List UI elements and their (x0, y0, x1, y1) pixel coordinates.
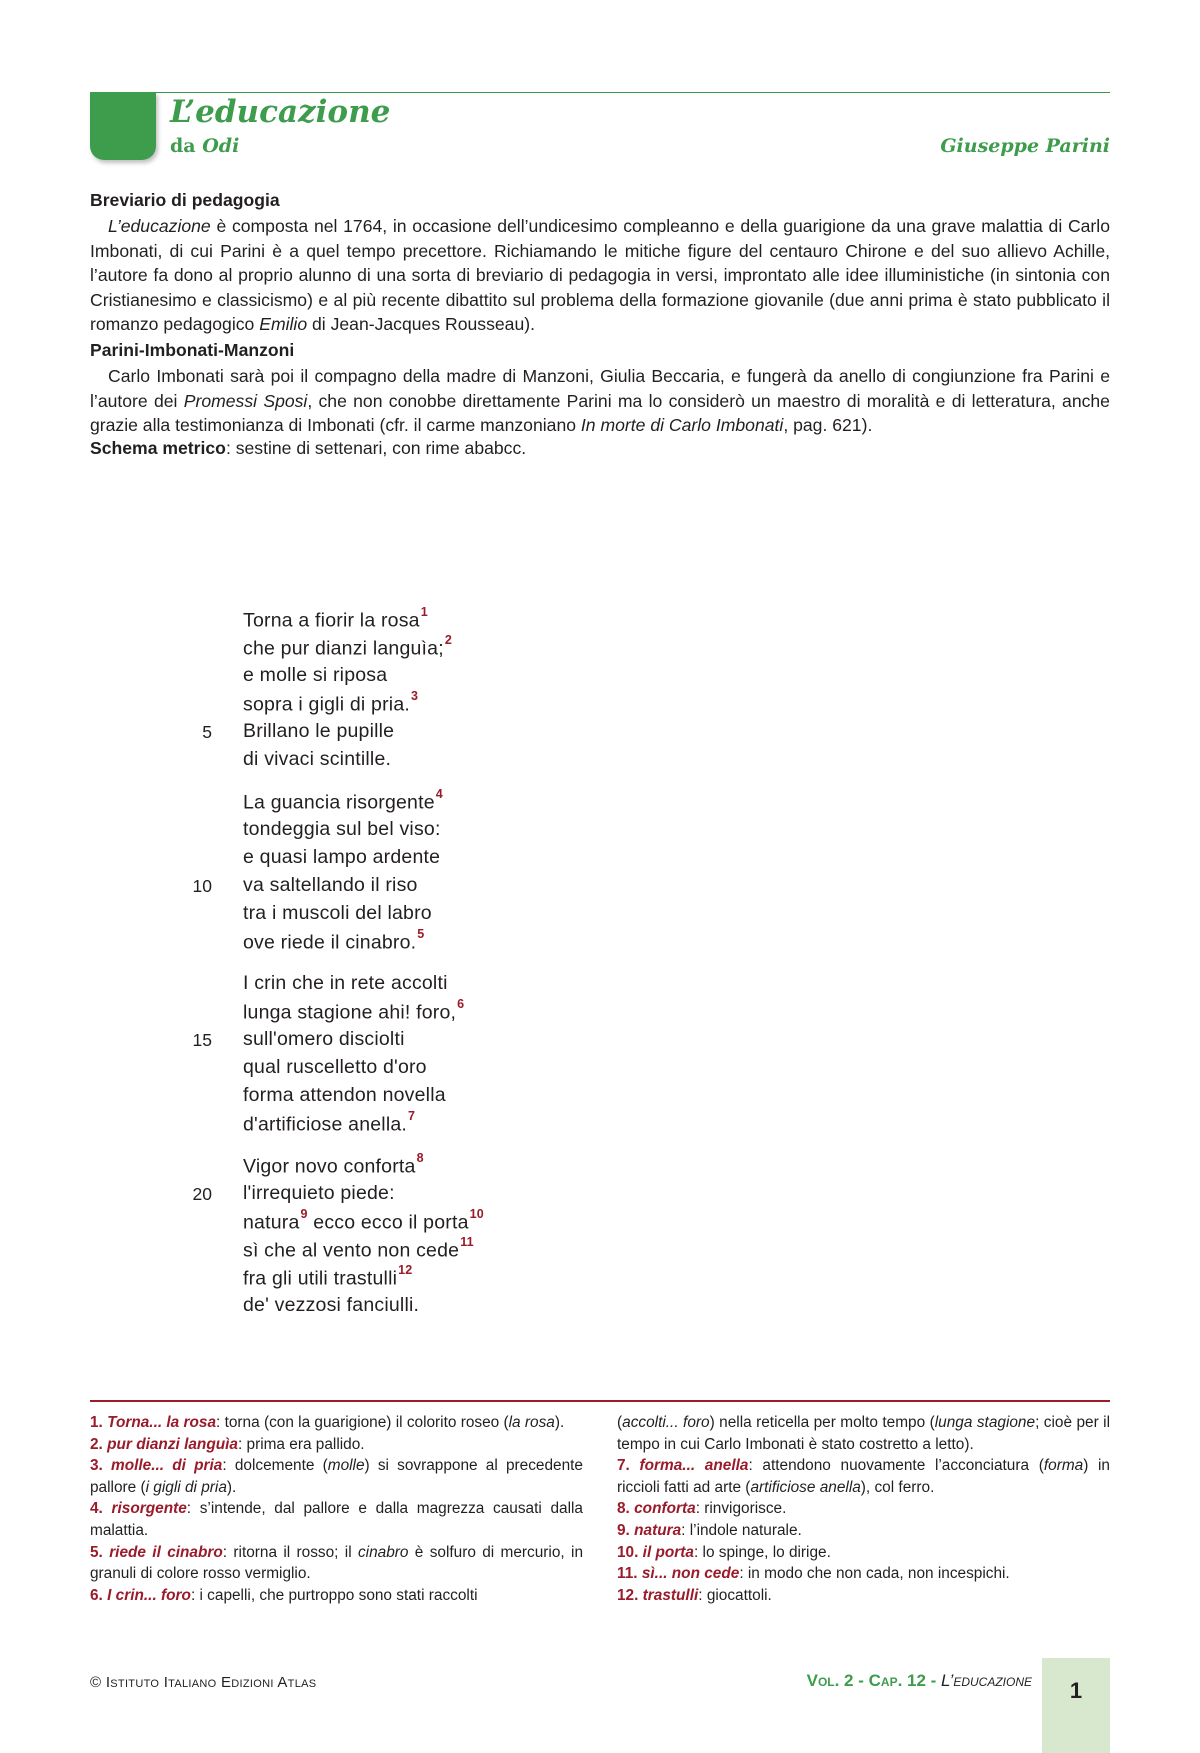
text-run: ( (617, 1414, 623, 1431)
poem-line-text: fra gli utili trastulli (243, 1267, 398, 1290)
poem-line (243, 1056, 427, 1079)
poem-line (243, 748, 391, 771)
footnote (90, 1498, 583, 1541)
italic-text: forma (1043, 1457, 1084, 1475)
italic-text: Emilio (259, 314, 308, 334)
text-run: ) si sovrappone al precedente pallore ( (90, 1457, 583, 1496)
footnote-number: 4. (90, 1500, 112, 1518)
poem-line-text: sopra i gigli di pria. (243, 693, 410, 716)
italic-text: lunga stagione (934, 1414, 1036, 1431)
footnote-lemma: Torna... la rosa (107, 1414, 217, 1431)
text-run: è composta nel 1764, in occasione dell’undicesimo compleanno e della guarigione da una grave malattia di Carlo Imbonati, di cui Parini è a quel tempo precettore. Richiamando le mitiche figure del centauro Chirone e del suo allievo Achille, l’autore fa dono al proprio alunno di una sorta di breviario di pedagogia in versi, improntato alle idee illuministiche (in sintonia con Cristianesimo e classicismo) e al più recente dibattito sul problema della formazione giovanile (due anni prima è stato pubblicato il romanzo pedagogico (90, 216, 1110, 334)
header-rule (90, 92, 1110, 93)
text-run: : s’intende, dal pallore e dalla magrezza causati dalla malattia. (90, 1500, 583, 1539)
text-run: : giocattoli. (698, 1586, 772, 1604)
text-run: : lo spinge, lo dirige. (693, 1543, 831, 1561)
footnote-lemma: il porta (642, 1543, 694, 1561)
italic-text: i gigli di pria (145, 1478, 227, 1496)
poem-line (243, 1207, 484, 1235)
section-body-breviario (90, 214, 1110, 337)
poem-line (243, 1109, 416, 1137)
footnote-number: 12. (617, 1586, 643, 1604)
author-name: Giuseppe Parini (940, 135, 1110, 157)
footnote-number: 7. (617, 1457, 640, 1475)
poem-line-text: sì che al vento non cede (243, 1239, 460, 1262)
poem-line-text: e quasi lampo ardente (243, 846, 441, 868)
poem-line (243, 1235, 474, 1263)
text-run: ) nella reticella per molto tempo ( (709, 1414, 935, 1431)
footnote-lemma: risorgente (111, 1500, 187, 1518)
metric-text: : sestine di settenari, con rime ababcc. (225, 438, 527, 458)
page-number: 1 (1069, 1678, 1083, 1703)
footnote-lemma: riede il cinabro (109, 1543, 223, 1561)
footnote-number: 9. (617, 1521, 635, 1539)
footnote-marker: 1 (420, 605, 428, 619)
poem-line (243, 720, 394, 743)
text-run: ) in riccioli fatti ad arte ( (617, 1457, 1110, 1496)
poem-line (243, 1151, 424, 1179)
footnote (617, 1585, 1110, 1607)
poem-line-text: Brillano le pupille (243, 720, 395, 742)
footnote-marker: 8 (416, 1151, 424, 1165)
poem-line-text: qual ruscelletto d'oro (243, 1056, 427, 1078)
text-run: è solfuro di mercurio, in granuli di colore rosso vermiglio. (90, 1543, 584, 1583)
text-run: : attendono nuovamente l’acconciatura ( (748, 1457, 1044, 1475)
footnote (617, 1498, 1110, 1520)
poem-line (243, 1294, 419, 1317)
text-run: : prima era pallido. (237, 1435, 365, 1453)
poem-line-text: lunga stagione ahi! foro, (243, 1001, 457, 1024)
section-heading-breviario: Breviario di pedagogia (90, 190, 280, 210)
section-heading-parini-imbonati-manzoni: Parini-Imbonati-Manzoni (90, 340, 295, 360)
italic-text: In morte di Carlo Imbonati (580, 415, 784, 435)
poem-line-text: e molle si riposa (243, 664, 388, 686)
text-run: : i capelli, che purtroppo sono stati raccolti (190, 1586, 478, 1604)
poem-line (243, 972, 448, 995)
text-run: ). (554, 1414, 565, 1431)
poem-line (243, 689, 419, 717)
text-run: : in modo che non cada, non incespichi. (739, 1565, 1010, 1583)
footnote-lemma: pur dianzi languìa (107, 1435, 238, 1453)
footnote-number: 8. (617, 1500, 635, 1518)
poem-line (243, 664, 387, 687)
text-run: : torna (con la guarigione) il colorito roseo ( (216, 1414, 509, 1431)
footnote-lemma: sì... non cede (641, 1565, 740, 1583)
text-run: , pag. 621). (783, 415, 873, 435)
poem-line (243, 902, 432, 925)
subtitle-prefix: da (170, 135, 196, 157)
italic-text: cinabro (357, 1543, 409, 1561)
italic-text: accolti... foro (622, 1414, 710, 1431)
poem-line-text: de' vezzosi fanciulli. (243, 1294, 420, 1316)
italic-text: la rosa (508, 1414, 555, 1431)
text-run: : ritorna il rosso; il (222, 1543, 358, 1561)
poem-line-text: La guancia risorgente (243, 791, 435, 814)
poem-line-text: natura (243, 1211, 300, 1234)
poem-line-text: d'artificiose anella. (243, 1113, 408, 1136)
footnote-lemma: molle... di pria (111, 1457, 223, 1475)
poem-line (243, 605, 428, 633)
footnote (617, 1412, 1110, 1455)
subtitle (170, 135, 239, 157)
metric-scheme (90, 438, 526, 459)
running-head (807, 1671, 1032, 1691)
footnote-number: 3. (90, 1457, 112, 1475)
footnotes-rule (90, 1400, 1110, 1402)
footnote (617, 1455, 1110, 1498)
poem-line (243, 787, 443, 815)
poem-line-text: I crin che in rete accolti (243, 972, 448, 994)
footnote-number: 6. (90, 1586, 108, 1604)
footnote-number: 2. (90, 1435, 108, 1453)
footnotes-left-column (90, 1412, 583, 1606)
footnote-number: 1. (90, 1414, 108, 1431)
footnote (90, 1434, 583, 1456)
footnote (90, 1412, 583, 1434)
footnote (90, 1542, 583, 1585)
footnotes-right-column (617, 1412, 1110, 1606)
header-green-block (90, 92, 156, 160)
italic-text: artificiose anella (750, 1478, 861, 1496)
footnote-marker: 11 (460, 1235, 474, 1249)
poem-line-text: ove riede il cinabro. (243, 931, 417, 954)
text-run: : dolcemente ( (222, 1457, 328, 1475)
footnote-lemma: natura (634, 1521, 682, 1539)
section-body-parini-imbonati-manzoni (90, 364, 1110, 438)
poem-line-text: che pur dianzi languìa; (243, 637, 444, 660)
poem-line (243, 818, 441, 841)
line-number: 10 (192, 876, 212, 896)
poem-line (243, 1182, 395, 1205)
poem-line (243, 1028, 405, 1051)
poem-line-text: forma attendon novella (243, 1084, 446, 1106)
footnote-number: 10. (617, 1543, 643, 1561)
poem-line-text: Torna a fiorir la rosa (243, 609, 420, 632)
footnote-number: 5. (90, 1543, 110, 1561)
line-number: 5 (202, 722, 212, 742)
section-paragraph (90, 214, 1110, 337)
text-run: Carlo Imbonati sarà poi il compagno della madre di Manzoni, Giulia Beccaria, e fungerà da anello di congiunzione fra Parini e l’autore dei (90, 366, 1110, 411)
text-run: ; cioè per il tempo in cui Carlo Imbonati è stato costretto a letto). (617, 1414, 1111, 1453)
running-head-volume: Vol. 2 - Cap. 12 - (806, 1671, 942, 1690)
poem-line-text: l'irrequieto piede: (243, 1182, 395, 1204)
footnote-marker: 12 (398, 1263, 413, 1277)
footnote (617, 1542, 1110, 1564)
footnote-marker: 2 (444, 633, 452, 647)
page-title: L’educazione (170, 94, 391, 130)
text-run: ), col ferro. (860, 1478, 935, 1496)
text-run: , che non conobbe direttamente Parini ma lo considerò un maestro di moralità e di letteratura, anche grazie alla testimonianza di Imbonati (cfr. il carme manzoniano (90, 390, 1110, 435)
footnote-marker: 7 (408, 1109, 416, 1123)
italic-text: L’educazione (108, 216, 211, 236)
footnote-marker: 5 (417, 927, 425, 941)
line-number: 15 (192, 1030, 212, 1050)
metric-label: Schema metrico (90, 438, 226, 458)
footnote-marker: 6 (457, 997, 465, 1011)
text-run: : l’indole naturale. (681, 1521, 802, 1539)
footnote-number: 11. (617, 1565, 642, 1583)
copyright: © Istituto Italiano Edizioni Atlas (90, 1674, 317, 1691)
line-number: 20 (192, 1184, 212, 1204)
poem-line-text: di vivaci scintille. (243, 748, 392, 770)
footnote-lemma: I crin... foro (107, 1586, 191, 1604)
footnote-marker: 9 (300, 1207, 308, 1221)
poem-line (243, 927, 425, 955)
italic-text: Promessi Sposi (183, 390, 308, 411)
poem-line (243, 633, 452, 661)
poem-line-text: va saltellando il riso (243, 874, 418, 896)
text-run: di Jean-Jacques Rousseau). (307, 314, 535, 334)
poem-line-text: sull'omero disciolti (243, 1028, 405, 1050)
footnote (617, 1563, 1110, 1585)
italic-text: molle (327, 1457, 365, 1475)
footnote-marker: 10 (469, 1207, 484, 1221)
section-paragraph (90, 364, 1110, 438)
poem-line (243, 1263, 413, 1291)
footnote-marker: 3 (410, 689, 419, 703)
footnote (90, 1455, 583, 1498)
page-number-tab (1042, 1658, 1110, 1753)
poem-line (243, 997, 465, 1025)
poem-line-text: Vigor novo conforta (243, 1155, 416, 1178)
poem-line-text: tondeggia sul bel viso: (243, 818, 441, 840)
poem-line-text: tra i muscoli del labro (243, 902, 432, 924)
poem-line (243, 1084, 446, 1107)
footnote-lemma: conforta (634, 1500, 696, 1518)
text-run: ). (226, 1478, 237, 1496)
footnote-marker: 4 (435, 787, 443, 801)
footnote (617, 1520, 1110, 1542)
running-head-title: L’educazione (941, 1671, 1032, 1690)
footnote-lemma: forma... anella (639, 1457, 749, 1475)
subtitle-work: Odi (202, 135, 240, 157)
poem-line (243, 874, 418, 897)
footnote-lemma: trastulli (642, 1586, 699, 1604)
text-run: : rinvigorisce. (695, 1500, 787, 1518)
footnote (90, 1585, 583, 1607)
poem-line-text: ecco ecco il porta (307, 1211, 469, 1234)
poem-line (243, 846, 440, 869)
